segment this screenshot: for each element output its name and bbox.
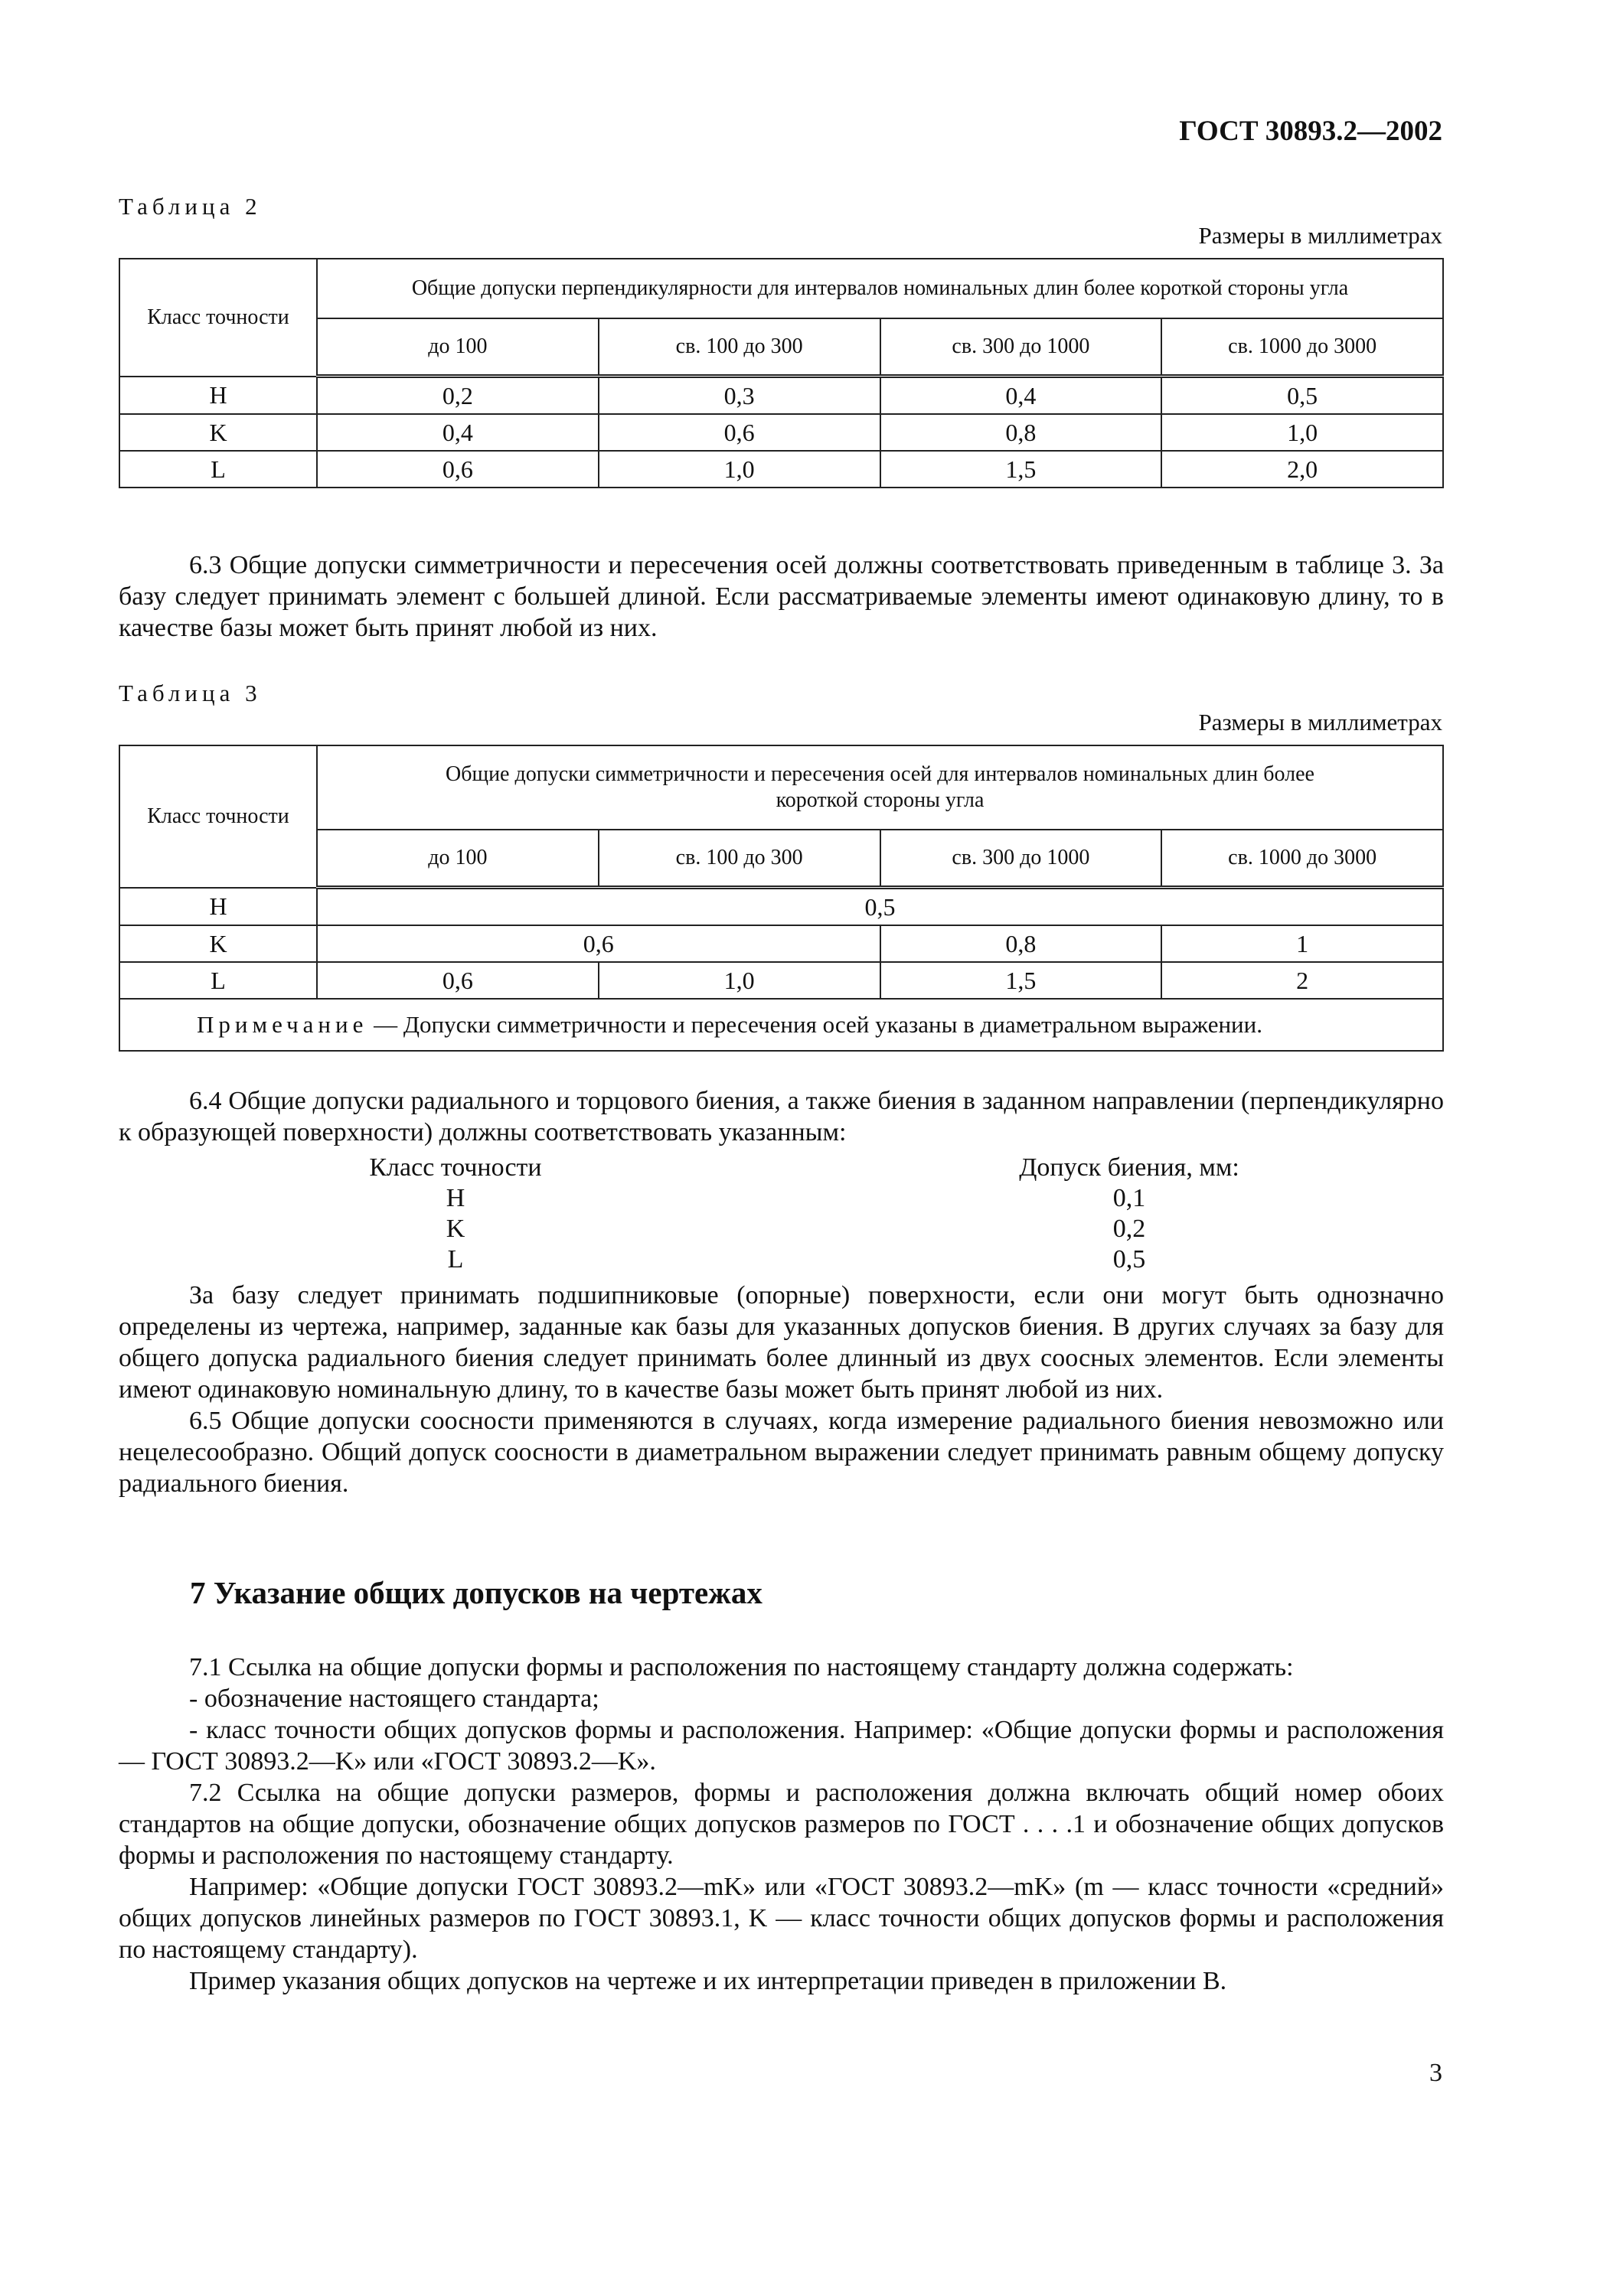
table-row	[119, 377, 1443, 415]
table2-units: Размеры в миллиметрах	[1198, 222, 1442, 249]
table2-range: св. 300 до 1000	[880, 318, 1162, 377]
bullet-item: - обозначение настоящего стандарта;	[189, 1684, 599, 1713]
table2-value-cell: 0,4	[880, 377, 1162, 415]
table2-class-cell: H	[119, 377, 317, 415]
table3-value-cell: 0,5	[317, 888, 1443, 926]
table3-caption: Таблица 3	[119, 680, 262, 706]
table2-range: до 100	[317, 318, 599, 377]
paragraph-6-5: 6.5 Общие допуски соосности применяются в случаях, когда измерение радиального биения невозможно или нецелесообразно. Общий допуск соосности в диаметральном выражении следует принимать равным общему допуску радиального биения.	[119, 1407, 1444, 1498]
table2-value-cell: 0,8	[880, 414, 1162, 451]
table2-value-cell: 0,2	[317, 377, 599, 415]
paragraph-7-1: 7.1 Ссылка на общие допуски формы и расположения по настоящему стандарту должна содержать:	[189, 1653, 1294, 1681]
table2-class-cell: L	[119, 451, 317, 488]
table2-value-cell: 0,5	[1161, 377, 1443, 415]
paragraph-7-2: 7.2 Ссылка на общие допуски размеров, формы и расположения должна включать общий номер обоих стандартов на общие допуски, обозначение общих допусков размеров по ГОСТ . . . .1 и обозначение общих допусков формы и расположения по настоящему стандарту.	[119, 1779, 1444, 1870]
table3-value-cell: 2	[1161, 962, 1443, 999]
table-row	[119, 962, 1443, 999]
table-row	[119, 888, 1443, 926]
table3-value-cell: 1	[1161, 925, 1443, 962]
table3-note	[119, 999, 1443, 1051]
runout-tolerance-header: Допуск биения, мм:	[1019, 1153, 1239, 1182]
paragraph-6-4: 6.4 Общие допуски радиального и торцового биения, а также биения в заданном направлении (перпендикулярно к образующей поверхности) должны соответствовать указанным:	[119, 1087, 1444, 1146]
runout-tolerance-list	[119, 1153, 1444, 1275]
paragraph-base: За базу следует принимать подшипниковые (опорные) поверхности, если они могут быть однозначно определены из чертежа, например, заданные как базы для указанных допусков биения. В других случаях за базу для общего допуска радиального биения следует принимать более длинный из двух соосных элементов. Если элементы имеют одинаковую номинальную длину, то в качестве базы может быть принят любой из них. 6.5 Общие допуски соосности применяются в случаях, когда измерение радиального биения невозможно или нецелесообразно. Общий допуск соосности в диаметральном выражении следует принимать равным общему допуску радиального биения.	[119, 1281, 1444, 1498]
table3-value-cell: 0,6	[317, 925, 880, 962]
table3-range: до 100	[317, 830, 599, 888]
bullet-item: - класс точности общих допусков формы и расположения. Например: «Общие допуски формы и расположения — ГОСТ 30893.2—K» или «ГОСТ 30893.2—K».	[119, 1716, 1444, 1776]
table2-value-cell: 2,0	[1161, 451, 1443, 488]
table2-class-header: Класс точности	[119, 259, 317, 377]
page-number: 3	[1429, 2059, 1442, 2087]
paragraph-6-3: 6.3 Общие допуски симметричности и пересечения осей должны соответствовать приведенным в таблице 3. За базу следует принимать элемент с большей длиной. Если рассматриваемые элементы имеют одинаковую длину, то в качестве базы может быть принят любой из них.	[119, 551, 1444, 642]
table2-class-cell: K	[119, 414, 317, 451]
table3-class-cell: K	[119, 925, 317, 962]
table3-value-cell: 1,5	[880, 962, 1162, 999]
list-item: H 0,1	[446, 1184, 1146, 1212]
paragraph-example: Например: «Общие допуски ГОСТ 30893.2—mK» или «ГОСТ 30893.2—mK» (m — класс точности «средний» общих допусков линейных размеров по ГОСТ 30893.1, K — класс точности общих допусков формы и расположения по настоящему стандарту).	[119, 1873, 1444, 1964]
table3-value-cell: 1,0	[599, 962, 880, 999]
section-7-body	[119, 1652, 1444, 1997]
paragraph-appendix: Пример указания общих допусков на чертеже и их интерпретации приведен в приложении В.	[189, 1967, 1227, 1995]
table3-units: Размеры в миллиметрах	[1198, 709, 1442, 735]
table2-value-cell: 1,0	[1161, 414, 1443, 451]
table3-value-cell: 0,8	[880, 925, 1162, 962]
section-7-title: 7 Указание общих допусков на чертежах	[190, 1575, 763, 1610]
table2	[119, 258, 1444, 488]
list-item: K 0,2	[446, 1215, 1146, 1243]
table3-group-header: Общие допуски симметричности и пересечения осей для интервалов номинальных длин более короткой стороны угла	[317, 745, 1443, 830]
table3-range: св. 100 до 300	[599, 830, 880, 888]
table-row	[119, 925, 1443, 962]
list-item: L 0,5	[447, 1245, 1146, 1274]
table2-value-cell: 0,4	[317, 414, 599, 451]
table2-value-cell: 1,5	[880, 451, 1162, 488]
table2-value-cell: 1,0	[599, 451, 880, 488]
runout-class-header: Класс точности	[369, 1153, 542, 1182]
table2-group-header: Общие допуски перпендикулярности для интервалов номинальных длин более короткой стороны угла	[317, 259, 1443, 318]
table3-class-header: Класс точности	[119, 745, 317, 888]
table3-class-cell: H	[119, 888, 317, 926]
note-label: Примечание	[197, 1011, 368, 1038]
table2-range: св. 1000 до 3000	[1161, 318, 1443, 377]
table-row	[119, 451, 1443, 488]
note-text: — Допуски симметричности и пересечения осей указаны в диаметральном выражении.	[367, 1011, 1262, 1038]
table2-value-cell: 0,3	[599, 377, 880, 415]
table2-range: св. 100 до 300	[599, 318, 880, 377]
table3-range: св. 300 до 1000	[880, 830, 1162, 888]
table3	[119, 745, 1444, 1052]
table3-range: св. 1000 до 3000	[1161, 830, 1443, 888]
standard-header: ГОСТ 30893.2—2002	[1179, 116, 1442, 147]
table-row	[119, 414, 1443, 451]
table3-value-cell: 0,6	[317, 962, 599, 999]
table2-caption: Таблица 2	[119, 193, 262, 220]
table3-class-cell: L	[119, 962, 317, 999]
table2-value-cell: 0,6	[599, 414, 880, 451]
table2-value-cell: 0,6	[317, 451, 599, 488]
